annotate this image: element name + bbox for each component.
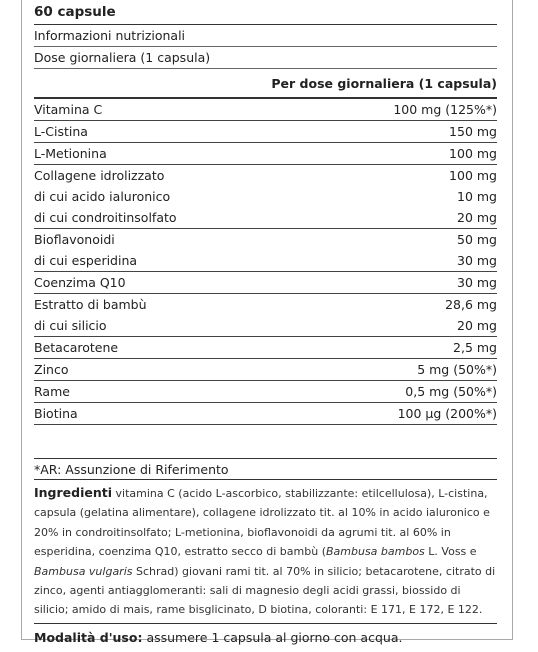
nutrient-row [34,250,497,271]
nutrient-group [34,143,497,165]
usage-text: assumere 1 capsula al giorno con acqua. [146,630,403,646]
nutrient-name: Collagene idrolizzato [34,168,165,183]
nutrient-value: 50 mg [457,232,497,247]
package-size: 60 capsule [34,0,497,25]
column-header: Per dose giornaliera (1 capsula) [34,69,497,99]
nutrient-row [34,207,497,228]
nutrient-value: 100 mg [449,168,497,183]
nutrient-row [34,121,497,142]
usage-instructions [34,623,497,652]
nutrient-value: 100 mg (125%*) [393,102,497,117]
nutrient-group [34,229,497,272]
ingredients-text: Ingredienti vitamina C (acido L-ascorbico, stabilizzante: etilcellulosa), L-cistina, capsula (gelatina alimentare), collagene idrolizzato tit. al 10% in acido ialuronico e 20% in condroitinsolfato; L-metionina, bioflavonoidi da agrumi tit. al 60% in esperidina, coenzima Q10, estratto secco di bambù (Bambusa bambos L. Voss e Bambusa vulgaris Schrad) giovani rami tit. al 70% in silicio; betacarotene, citrato di zinco, agenti antiagglomeranti: sali di magnesio degli acidi grassi, biossido di silicio; amido di mais, rame bisglicinato, D biotina, coloranti: E 171, E 172, E 122. [34,485,496,617]
nutrient-row [34,186,497,207]
nutrient-row [34,337,497,358]
nutrient-value: 28,6 mg [445,297,497,312]
nutrition-panel [34,0,497,652]
nutrient-row [34,229,497,250]
nutrient-name: Estratto di bambù [34,297,147,312]
ingredients-label: Ingredienti [34,485,113,500]
nutrient-value: 5 mg (50%*) [417,362,497,377]
nutrient-value: 30 mg [457,275,497,290]
nutrient-name: di cui acido ialuronico [34,189,171,204]
nutrient-value: 0,5 mg (50%*) [405,384,497,399]
nutrient-row [34,143,497,164]
nutrient-value: 150 mg [449,124,497,139]
nutrient-table [34,99,497,425]
nutrient-row [34,294,497,315]
nutrient-group [34,294,497,337]
nutrient-value: 20 mg [457,210,497,225]
usage-label: Modalità d'uso: [34,630,143,646]
nutrient-name: L-Metionina [34,146,107,161]
nutrient-group [34,359,497,381]
nutrient-name: di cui esperidina [34,253,138,268]
spacer [34,425,497,458]
nutrient-row [34,381,497,402]
nutrient-name: di cui condroitinsolfato [34,210,177,225]
nutrient-group [34,403,497,425]
nutrient-name: Betacarotene [34,340,119,355]
nutrient-value: 30 mg [457,253,497,268]
nutrient-value: 100 µg (200%*) [397,406,497,421]
nutrient-value: 100 mg [449,146,497,161]
nutrient-value: 10 mg [457,189,497,204]
section-title: Informazioni nutrizionali [34,25,497,47]
nutrient-name: Coenzima Q10 [34,275,126,290]
nutrient-row [34,272,497,293]
nutrient-row [34,359,497,380]
nutrient-value: 2,5 mg [453,340,497,355]
nutrient-name: Zinco [34,362,69,377]
daily-dose: Dose giornaliera (1 capsula) [34,47,497,69]
nutrient-group [34,337,497,359]
nutrient-name: L-Cistina [34,124,88,139]
nutrient-name: Bioflavonoidi [34,232,115,247]
footnote: *AR: Assunzione di Riferimento [34,458,497,480]
nutrient-name: Vitamina C [34,102,103,117]
nutrient-row [34,315,497,336]
nutrient-name: Rame [34,384,70,399]
nutrient-name: di cui silicio [34,318,107,333]
nutrient-row [34,99,497,120]
nutrient-group [34,272,497,294]
species-name: Bambusa bambos [325,545,425,559]
nutrient-value: 20 mg [457,318,497,333]
nutrient-row [34,165,497,186]
nutrient-group [34,165,497,229]
nutrient-group [34,99,497,121]
species-name: Bambusa vulgaris [34,564,133,578]
nutrient-name: Biotina [34,406,78,421]
nutrient-group [34,121,497,143]
nutrient-row [34,403,497,424]
nutrient-group [34,381,497,403]
